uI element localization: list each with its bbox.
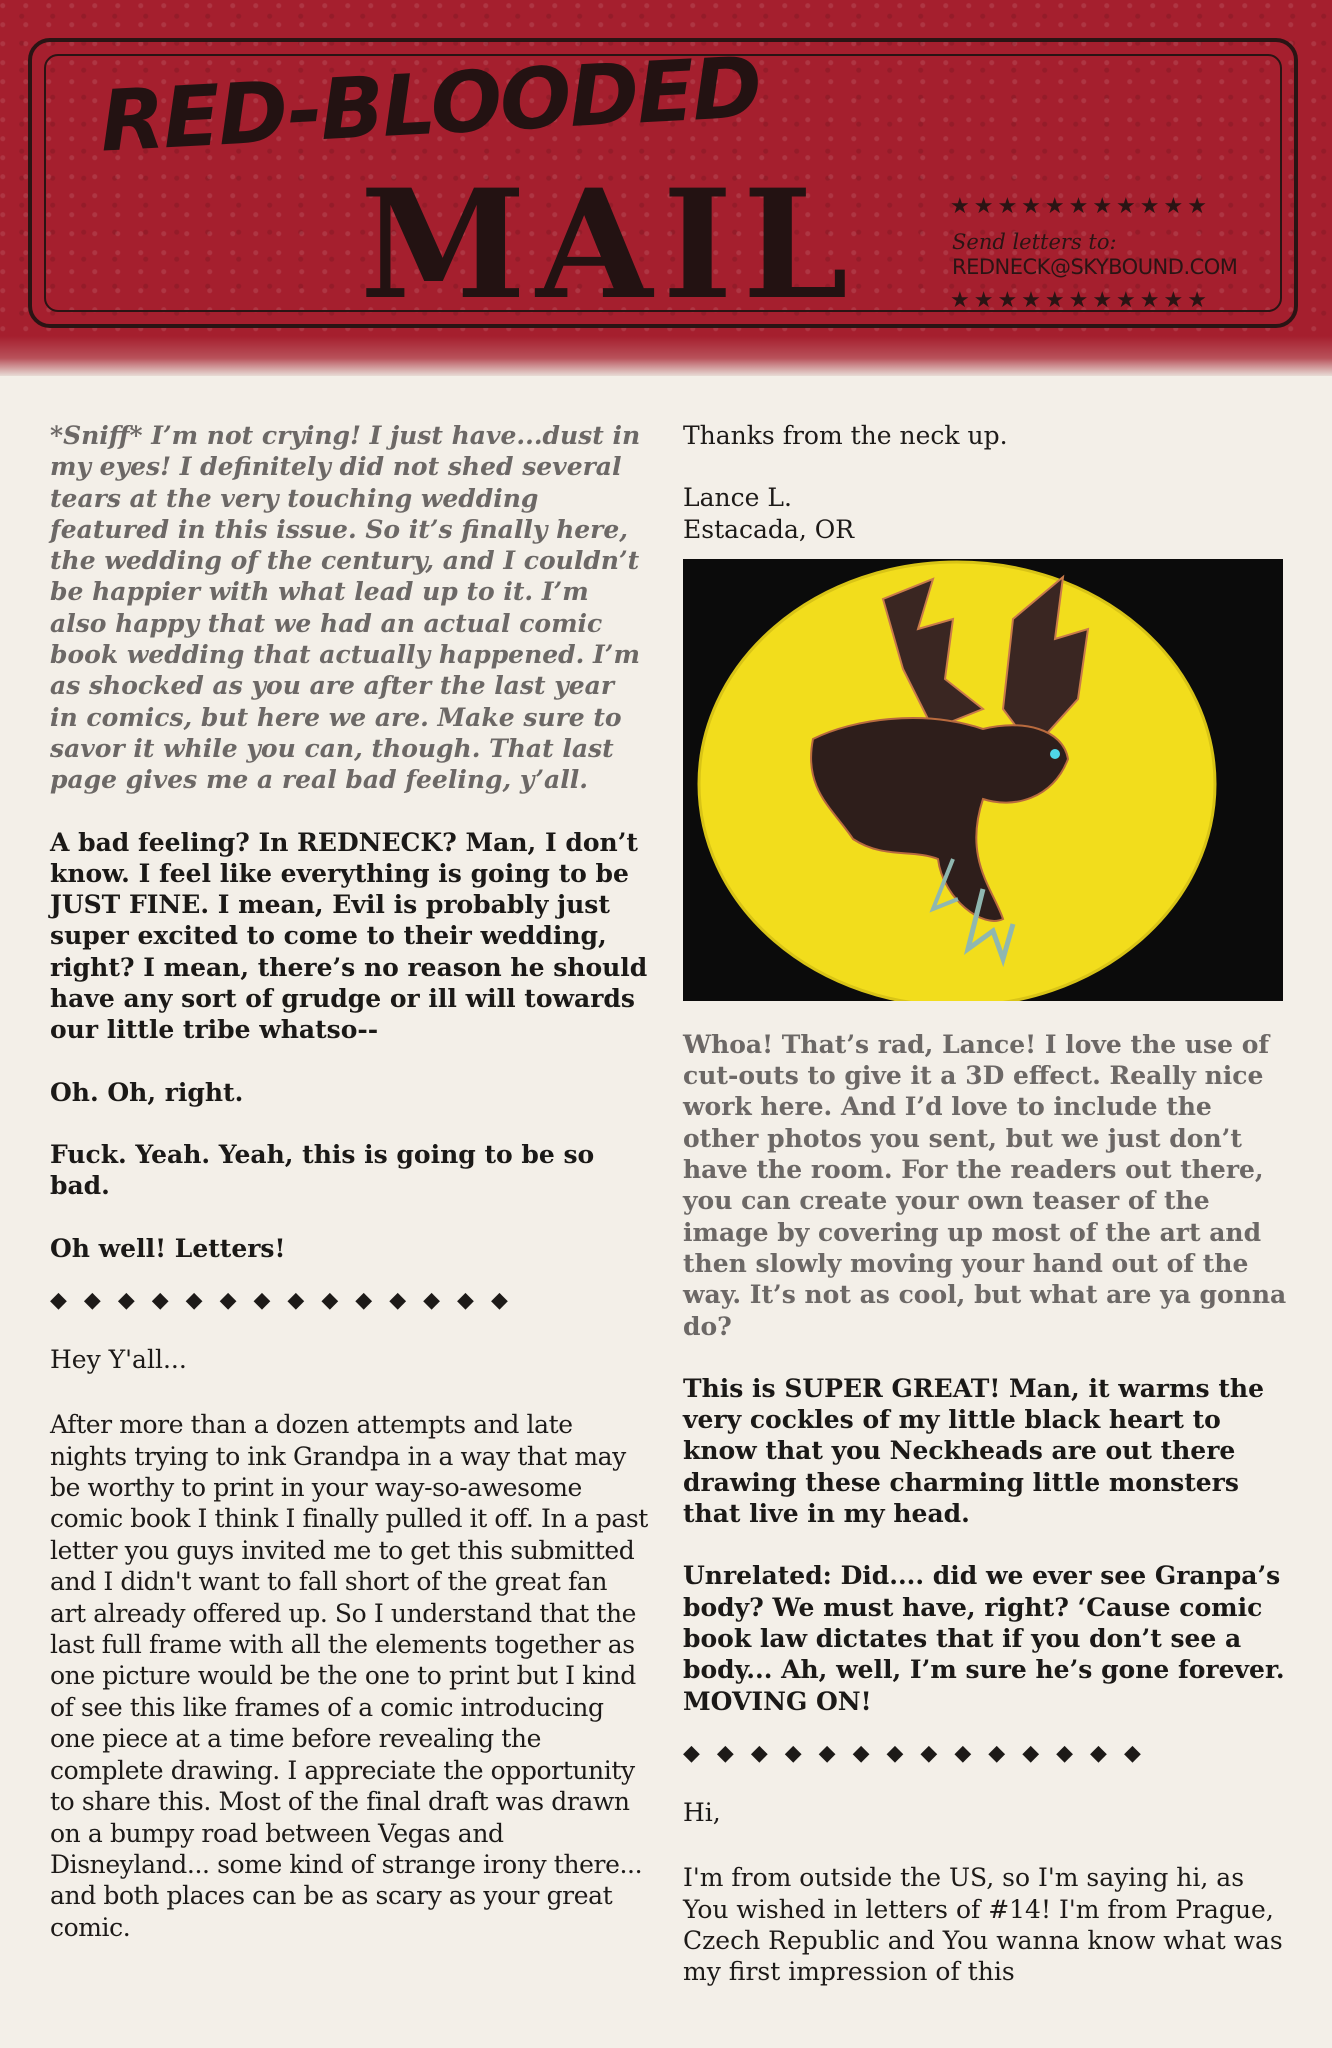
masthead-title-top: RED-BLOODED — [97, 38, 763, 171]
left-column — [50, 420, 650, 1977]
editor-art-response: Whoa! That’s rad, Lance! I love the use of cut-outs to give it a 3D effect. Really nice work here. And I’d love to include the other photos you sent, but we just don’t have the room. For the readers out there, you can create your own teaser of the image by covering up most of the art and then slowly moving your hand out of the way. It’s not as cool, but what are ya gonna do? — [683, 1029, 1287, 1341]
send-letters-label: Send letters to: — [952, 230, 1117, 254]
letter-body: I'm from outside the US, so I'm saying hi, as You wished in letters of #14! I'm from Prague, Czech Republic and You wanna know what was my first impression of this — [683, 1863, 1283, 1987]
editor-response: Fuck. Yeah. Yeah, this is going to be so bad. — [50, 1139, 595, 1201]
masthead-title-main: MAIL — [360, 157, 859, 333]
editor-response: Oh well! Letters! — [50, 1233, 286, 1263]
letter-greeting: Hey Y'all... — [50, 1344, 187, 1374]
letter-closing: Thanks from the neck up. — [683, 421, 1008, 450]
masthead — [0, 0, 1332, 376]
editor-response: A bad feeling? In REDNECK? Man, I don’t know. I feel like everything is going to be JUST FINE. I mean, Evil is probably just super excited to come to their wedding, right? I mean, there’s no reason he should have any sort of grudge or ill will towards our little tribe whatso-- — [50, 827, 648, 1045]
stars-row-top: ★★★★★★★★★★★ — [950, 194, 1211, 219]
signature-place: Estacada, OR — [683, 514, 855, 544]
fan-art-illustration — [683, 559, 1283, 1001]
masthead-torn-edge — [0, 336, 1332, 376]
signature-name: Lance L. — [683, 483, 792, 513]
editor-response: Oh. Oh, right. — [50, 1077, 244, 1107]
fan-letter-excerpt: *Sniff* I’m not crying! I just have...dust in my eyes! I definitely did not shed several tears at the very touching wedding featured in this issue. So it’s finally here, the wedding of the century, and I couldn’t be happier with what lead up to it. I’m also happy that we had an actual comic book wedding that actually happened. I’m as shocked as you are after the last year in comics, but here we are. Make sure to savor it while you can, though. That last page gives me a real bad feeling, y’all. — [50, 421, 641, 795]
creature-eye — [1050, 749, 1060, 759]
fan-art-image — [683, 559, 1283, 1001]
editor-response: Unrelated: Did.... did we ever see Granpa’s body? We must have, right? ‘Cause comic book law dictates that if you don’t see a body... Ah, well, I’m sure he’s gone forever. MOVING ON! — [683, 1561, 1285, 1716]
editor-response: This is SUPER GREAT! Man, it warms the very cockles of my little black heart to know that you Neckheads are out there drawing these charming little monsters that live in my head. — [683, 1373, 1264, 1529]
letter-body: After more than a dozen attempts and late nights trying to ink Grandpa in a way that may be worthy to print in your way-so-awesome comic book I think I finally pulled it off. In a past letter you guys invited me to get this submitted and I didn't want to fall short of the great fan art already offered up. So I understand that the last full frame with all the elements together as one picture would be the one to print but I kind of see this like frames of a comic introducing one piece at a time before revealing the complete drawing. I appreciate the opportunity to share this. Most of the final draft was drawn on a bumpy road between Vegas and Disneyland... some kind of strange irony there... and both places can be as scary as your great comic. — [50, 1410, 648, 1942]
section-divider: ◆◆◆◆◆◆◆◆◆◆◆◆◆◆ — [50, 1287, 525, 1313]
submission-email[interactable]: REDNECK@SKYBOUND.COM — [952, 255, 1238, 279]
letter-greeting: Hi, — [683, 1797, 721, 1827]
right-column — [683, 420, 1293, 2022]
stars-row-bottom: ★★★★★★★★★★★ — [950, 288, 1211, 313]
section-divider: ◆◆◆◆◆◆◆◆◆◆◆◆◆◆ — [683, 1740, 1158, 1766]
